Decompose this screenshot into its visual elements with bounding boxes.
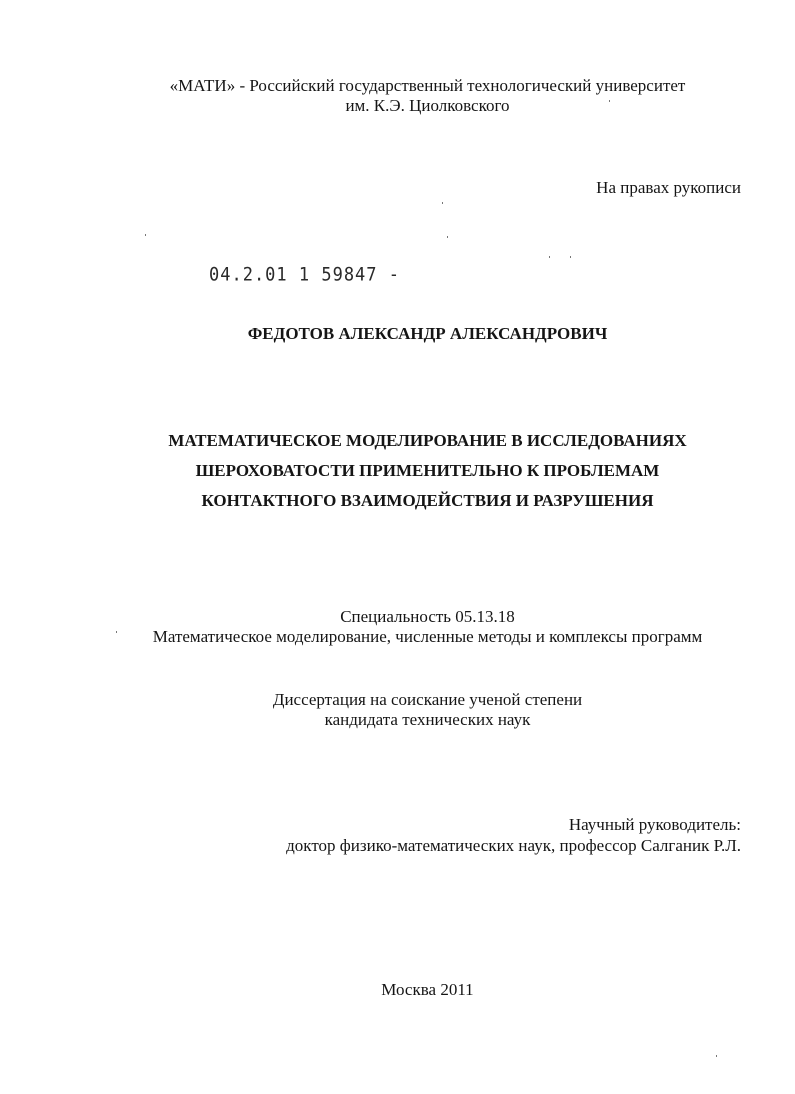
scan-speck: [570, 256, 571, 258]
scan-speck: [716, 1055, 717, 1057]
supervisor-label: Научный руководитель:: [568, 815, 741, 834]
manuscript-rights-note: На правах рукописи: [596, 178, 741, 197]
scan-speck: [442, 202, 443, 204]
supervisor-name: доктор физико-математических наук, профессор Салганик Р.Л.: [286, 836, 741, 855]
scan-speck: [549, 256, 550, 258]
dissertation-title-line1: МАТЕМАТИЧЕСКОЕ МОДЕЛИРОВАНИЕ В ИССЛЕДОВАНИЯХ: [168, 431, 687, 450]
scan-speck: [145, 234, 146, 236]
degree-line1: Диссертация на соискание ученой степени: [272, 690, 583, 709]
university-name-line2: им. К.Э. Циолковского: [345, 96, 510, 115]
scan-speck: [609, 100, 610, 102]
dissertation-title-line3: КОНТАКТНОГО ВЗАИМОДЕЙСТВИЯ И РАЗРУШЕНИЯ: [201, 491, 654, 510]
specialty-code: Специальность 05.13.18: [340, 607, 515, 626]
city-and-year: Москва 2011: [381, 980, 474, 999]
degree-line2: кандидата технических наук: [324, 710, 531, 729]
scan-speck: [116, 631, 117, 633]
author-name: ФЕДОТОВ АЛЕКСАНДР АЛЕКСАНДРОВИЧ: [247, 324, 608, 343]
university-name-line1: «МАТИ» - Российский государственный технологический университет: [169, 76, 686, 95]
specialty-name: Математическое моделирование, численные методы и комплексы программ: [152, 627, 703, 646]
registration-stamp-number: 04.2.01 1 59847 -: [209, 264, 400, 286]
scan-speck: [447, 236, 448, 238]
dissertation-title-line2: ШЕРОХОВАТОСТИ ПРИМЕНИТЕЛЬНО К ПРОБЛЕМАМ: [195, 461, 660, 480]
